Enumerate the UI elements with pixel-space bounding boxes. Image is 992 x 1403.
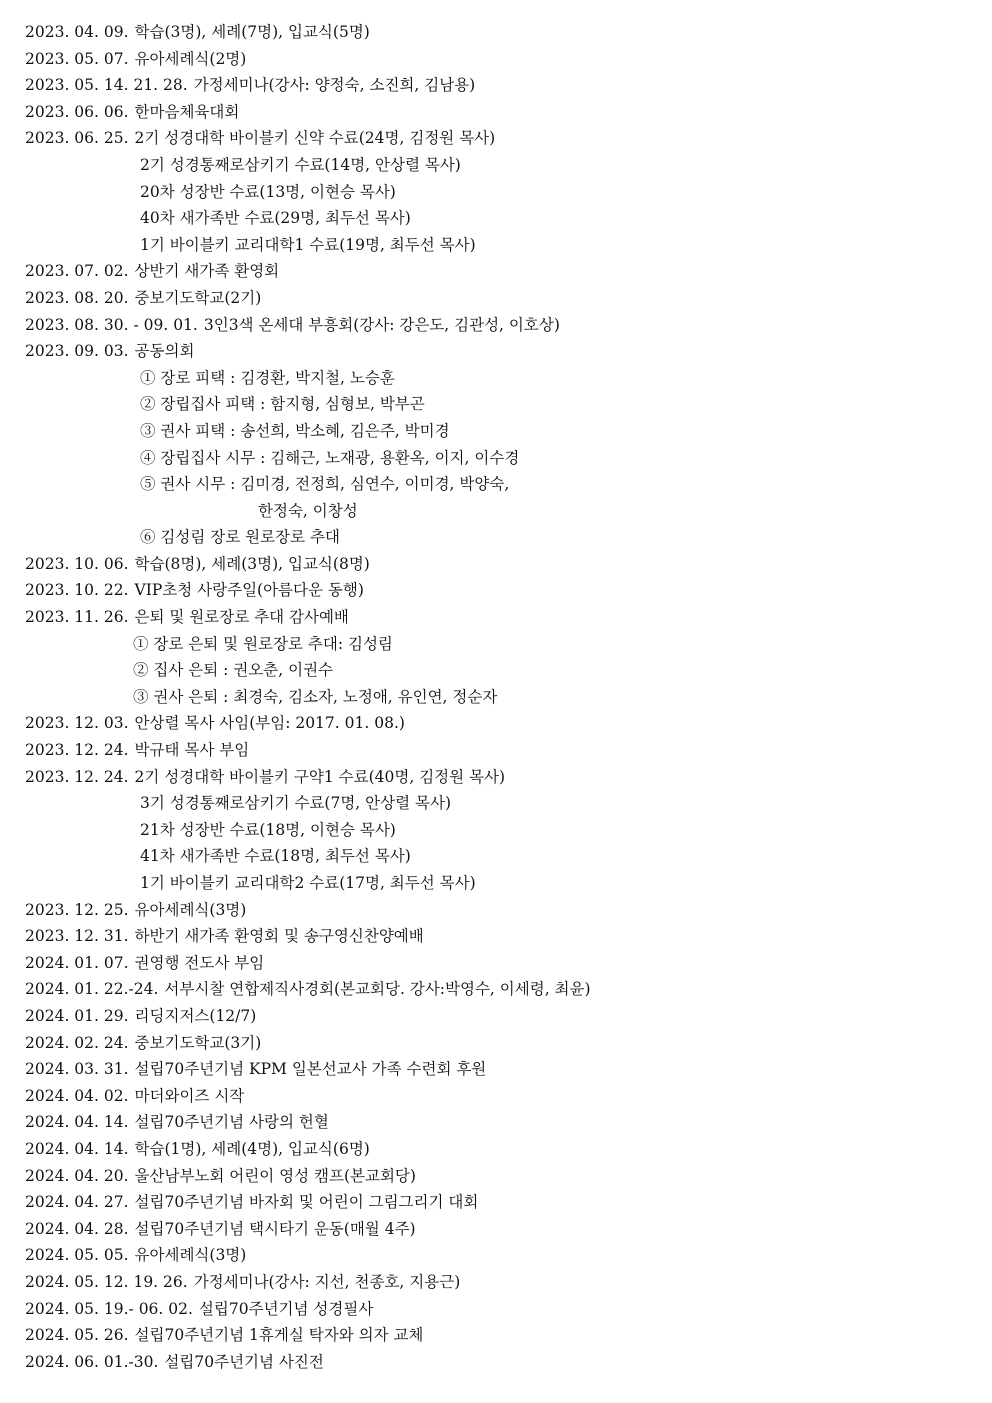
entry-date: 2023. 12. 25. xyxy=(25,900,129,919)
timeline-entry xyxy=(0,232,992,259)
entry-text: 설립70주년기념 사진전 xyxy=(164,1352,324,1371)
entry-text: 마더와이즈 시작 xyxy=(134,1086,245,1105)
timeline-entry xyxy=(0,1322,992,1349)
entry-subitem: ① 장로 피택 : 김경환, 박지철, 노승훈 xyxy=(140,368,395,387)
entry-text: 공동의회 xyxy=(134,342,195,361)
entry-text: 가정세미나(강사: 지선, 천종호, 지용근) xyxy=(193,1272,461,1291)
entry-date: 2024. 01. 22.-24. xyxy=(25,980,159,999)
timeline-entry xyxy=(0,1163,992,1190)
entry-date: 2023. 08. 30. - 09. 01. xyxy=(25,315,198,334)
entry-text: 중보기도학교(3기) xyxy=(134,1033,262,1052)
entry-date: 2023. 05. 14. 21. 28. xyxy=(25,76,188,95)
entry-text: 하반기 새가족 환영회 및 송구영신찬양예배 xyxy=(134,927,424,946)
timeline-entry xyxy=(0,1242,992,1269)
timeline-entry xyxy=(0,551,992,578)
timeline-entry xyxy=(0,258,992,285)
entry-text: 설립70주년기념 KPM 일본선교사 가족 수련회 후원 xyxy=(134,1060,487,1079)
timeline-entry xyxy=(0,365,992,392)
entry-text: 유아세례식(3명) xyxy=(134,1246,247,1265)
entry-subitem: 41차 새가족반 수료(18명, 최두선 목사) xyxy=(140,847,411,866)
entry-date: 2024. 05. 05. xyxy=(25,1246,129,1265)
entry-date: 2023. 06. 06. xyxy=(25,102,129,121)
entry-text: 유아세례식(2명) xyxy=(134,49,247,68)
entry-date: 2023. 10. 06. xyxy=(25,554,129,573)
entry-text: 박규태 목사 부임 xyxy=(134,741,250,760)
timeline-entry xyxy=(0,338,992,365)
entry-date: 2023. 06. 25. xyxy=(25,129,129,148)
entry-date: 2024. 02. 24. xyxy=(25,1033,129,1052)
timeline-entry xyxy=(0,976,992,1003)
timeline-entry xyxy=(0,72,992,99)
entry-date: 2024. 04. 14. xyxy=(25,1139,129,1158)
entry-subitem: ⑥ 김성림 장로 원로장로 추대 xyxy=(140,528,340,547)
entry-date: 2023. 04. 09. xyxy=(25,23,129,41)
entry-date: 2023. 08. 20. xyxy=(25,288,129,307)
timeline-entry xyxy=(0,657,992,684)
entry-text: 한마음체육대회 xyxy=(134,102,240,121)
entry-text: 학습(8명), 세례(3명), 입교식(8명) xyxy=(134,554,370,573)
timeline-entry xyxy=(0,1003,992,1030)
entry-subitem: 21차 성장반 수료(18명, 이현승 목사) xyxy=(140,820,396,839)
timeline-entry xyxy=(0,179,992,206)
entry-date: 2024. 06. 01.-30. xyxy=(25,1352,159,1371)
entry-text: 설립70주년기념 바자회 및 어린이 그림그리기 대회 xyxy=(134,1193,479,1212)
entry-date: 2023. 05. 07. xyxy=(25,49,129,68)
entry-date: 2023. 12. 31. xyxy=(25,927,129,946)
entry-date: 2024. 05. 12. 19. 26. xyxy=(25,1272,188,1291)
timeline-entry xyxy=(0,1269,992,1296)
entry-text: 설립70주년기념 1휴게실 탁자와 의자 교체 xyxy=(134,1326,424,1345)
entry-text: 설립70주년기념 성경필사 xyxy=(198,1299,374,1318)
timeline-entry xyxy=(0,1216,992,1243)
timeline-entry xyxy=(0,285,992,312)
entry-subitem: ④ 장립집사 시무 : 김해근, 노재광, 용환옥, 이지, 이수경 xyxy=(140,448,520,467)
entry-subitem: 2기 성경통째로삼키기 수료(14명, 안상렬 목사) xyxy=(140,155,461,174)
entry-subitem: ② 집사 은퇴 : 권오춘, 이권수 xyxy=(133,661,334,680)
timeline-entry xyxy=(0,577,992,604)
timeline-entry xyxy=(0,19,992,46)
entry-text: VIP초청 사랑주일(아름다운 동행) xyxy=(134,581,364,600)
entry-text: 2기 성경대학 바이블키 구약1 수료(40명, 김정원 목사) xyxy=(134,767,506,786)
entry-subitem: ③ 권사 피택 : 송선희, 박소혜, 김은주, 박미경 xyxy=(140,421,450,440)
timeline-entry xyxy=(0,1296,992,1323)
entry-date: 2024. 03. 31. xyxy=(25,1060,129,1079)
timeline-entry xyxy=(0,125,992,152)
entry-date: 2024. 04. 27. xyxy=(25,1193,129,1212)
entry-date: 2023. 11. 26. xyxy=(25,608,129,627)
timeline-entry xyxy=(0,498,992,525)
entry-subitem: 3기 성경통째로삼키기 수료(7명, 안상렬 목사) xyxy=(140,794,451,813)
entry-date: 2023. 10. 22. xyxy=(25,581,129,600)
timeline-entry xyxy=(0,152,992,179)
timeline-entry xyxy=(0,817,992,844)
timeline-entry xyxy=(0,1349,992,1376)
entry-subitem: 40차 새가족반 수료(29명, 최두선 목사) xyxy=(140,209,411,228)
entry-date: 2024. 05. 19.- 06. 02. xyxy=(25,1299,193,1318)
entry-date: 2023. 09. 03. xyxy=(25,342,129,361)
timeline-entry xyxy=(0,950,992,977)
timeline-entry xyxy=(0,99,992,126)
entry-date: 2024. 04. 28. xyxy=(25,1219,129,1238)
entry-date: 2024. 04. 02. xyxy=(25,1086,129,1105)
timeline-entry xyxy=(0,870,992,897)
entry-date: 2023. 07. 02. xyxy=(25,262,129,281)
entry-date: 2024. 01. 29. xyxy=(25,1006,129,1025)
timeline-entry xyxy=(0,843,992,870)
timeline-entry xyxy=(0,1056,992,1083)
entry-subitem: ① 장로 은퇴 및 원로장로 추대: 김성림 xyxy=(133,634,393,653)
entry-text: 은퇴 및 원로장로 추대 감사예배 xyxy=(134,608,349,627)
entry-text: 설립70주년기념 사랑의 헌혈 xyxy=(134,1113,329,1132)
timeline-entry xyxy=(0,897,992,924)
entry-date: 2024. 04. 14. xyxy=(25,1113,129,1132)
entry-text: 중보기도학교(2기) xyxy=(134,288,262,307)
timeline-entry xyxy=(0,1189,992,1216)
timeline-entry xyxy=(0,684,992,711)
entry-date: 2024. 01. 07. xyxy=(25,953,129,972)
entry-subitem: 한정숙, 이창성 xyxy=(258,501,358,520)
timeline-entry xyxy=(0,1136,992,1163)
timeline-entry xyxy=(0,46,992,73)
entry-text: 설립70주년기념 택시타기 운동(매월 4주) xyxy=(134,1219,416,1238)
timeline-entry xyxy=(0,1109,992,1136)
entry-subitem: ② 장립집사 피택 : 함지형, 심형보, 박부곤 xyxy=(140,395,425,414)
entry-subitem: ③ 권사 은퇴 : 최경숙, 김소자, 노정애, 유인연, 정순자 xyxy=(133,687,498,706)
timeline-entry xyxy=(0,205,992,232)
entry-text: 리딩지저스(12/7) xyxy=(134,1006,257,1025)
timeline-entry xyxy=(0,790,992,817)
timeline-entry xyxy=(0,471,992,498)
entry-text: 가정세미나(강사: 양정숙, 소진희, 김남용) xyxy=(193,76,476,95)
entry-date: 2024. 05. 26. xyxy=(25,1326,129,1345)
entry-text: 학습(3명), 세례(7명), 입교식(5명) xyxy=(134,23,370,41)
entry-date: 2024. 04. 20. xyxy=(25,1166,129,1185)
entry-subitem: 20차 성장반 수료(13명, 이현승 목사) xyxy=(140,182,396,201)
entry-text: 3인3색 온세대 부흥회(강사: 강은도, 김관성, 이호상) xyxy=(203,315,560,334)
timeline-entry xyxy=(0,312,992,339)
entry-subitem: ⑤ 권사 시무 : 김미경, 전정희, 심연수, 이미경, 박양숙, xyxy=(140,475,510,494)
timeline-entry xyxy=(0,764,992,791)
timeline-entry xyxy=(0,1030,992,1057)
entry-date: 2023. 12. 03. xyxy=(25,714,129,733)
entry-text: 2기 성경대학 바이블키 신약 수료(24명, 김정원 목사) xyxy=(134,129,496,148)
entry-subitem: 1기 바이블키 교리대학1 수료(19명, 최두선 목사) xyxy=(140,235,476,254)
entry-text: 상반기 새가족 환영회 xyxy=(134,262,280,281)
timeline-entry xyxy=(0,418,992,445)
entry-text: 안상렬 목사 사임(부임: 2017. 01. 08.) xyxy=(134,714,405,733)
entry-text: 유아세례식(3명) xyxy=(134,900,247,919)
timeline-entry xyxy=(0,604,992,631)
timeline-entry xyxy=(0,631,992,658)
timeline-entry xyxy=(0,737,992,764)
entry-date: 2023. 12. 24. xyxy=(25,767,129,786)
entry-text: 서부시찰 연합제직사경회(본교회당. 강사:박영수, 이세령, 최윤) xyxy=(164,980,591,999)
timeline-entry xyxy=(0,445,992,472)
timeline-entry xyxy=(0,391,992,418)
entry-date: 2023. 12. 24. xyxy=(25,741,129,760)
entry-text: 울산남부노회 어린이 영성 캠프(본교회당) xyxy=(134,1166,416,1185)
entry-text: 권영행 전도사 부임 xyxy=(134,953,265,972)
entry-subitem: 1기 바이블키 교리대학2 수료(17명, 최두선 목사) xyxy=(140,874,476,892)
timeline-entry xyxy=(0,710,992,737)
entry-text: 학습(1명), 세례(4명), 입교식(6명) xyxy=(134,1139,370,1158)
timeline-entry xyxy=(0,1083,992,1110)
timeline-entry xyxy=(0,923,992,950)
timeline-entry xyxy=(0,524,992,551)
